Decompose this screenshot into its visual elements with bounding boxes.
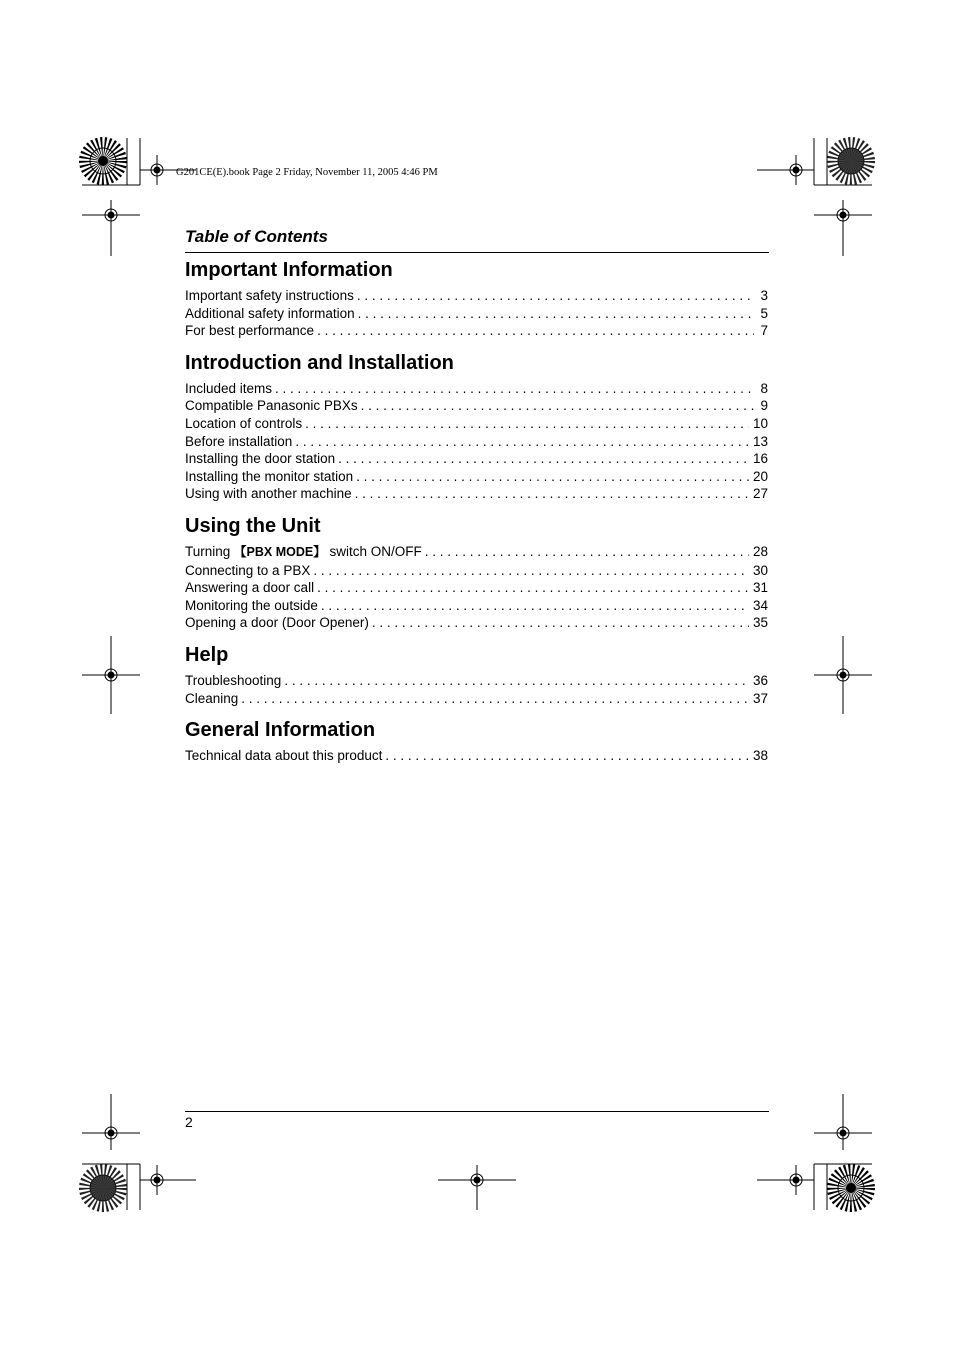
toc-entry-label: Additional safety information: [185, 305, 355, 321]
toc-entry-page: 16: [752, 451, 768, 467]
toc-entry-page: 20: [752, 468, 768, 484]
toc-entry[interactable]: [185, 450, 768, 468]
toc-entry-page: 3: [760, 288, 768, 303]
section-title: Important Information: [185, 259, 393, 281]
dot-leader: [355, 485, 749, 503]
page-header: [185, 227, 769, 253]
label-suffix: switch ON/OFF: [325, 543, 422, 559]
toc-entry[interactable]: [185, 543, 768, 562]
toc-entry-label: Installing the monitor station: [185, 468, 354, 484]
toc-entry-label: Answering a door call: [185, 580, 315, 596]
section-title: Using the Unit: [185, 514, 321, 537]
section-using-the-unit: [185, 513, 768, 632]
toc-entry-label: Compatible Panasonic PBXs: [185, 398, 358, 414]
dot-leader: [313, 562, 749, 580]
toc-entry-label: [185, 543, 422, 562]
dot-leader: [356, 468, 749, 486]
dot-leader: [317, 322, 754, 340]
toc-entry-label: Troubleshooting: [185, 672, 282, 688]
toc-entry-page: 31: [752, 580, 768, 596]
dot-leader: [385, 747, 749, 765]
toc-entry-page: 34: [752, 597, 768, 613]
toc-entry-page: 9: [760, 398, 768, 414]
toc-entry-label: Cleaning: [185, 690, 239, 706]
toc-entry[interactable]: [185, 690, 768, 708]
toc-entry[interactable]: [185, 747, 768, 765]
dot-leader: [358, 305, 754, 323]
toc-entry-label: Opening a door (Door Opener): [185, 615, 369, 631]
toc-entry-label: Monitoring the outside: [185, 597, 318, 613]
toc-entry[interactable]: [185, 597, 768, 615]
toc-entry-label: Connecting to a PBX: [185, 562, 311, 578]
dot-leader: [305, 415, 749, 433]
toc-entry[interactable]: [185, 397, 768, 415]
toc-entry-page: 28: [752, 543, 768, 559]
label-prefix: Turning: [185, 543, 235, 559]
toc-entry[interactable]: [185, 322, 768, 340]
toc-entry-page: 30: [752, 562, 768, 578]
section-title: Introduction and Installation: [185, 351, 454, 374]
toc-entry-label: Location of controls: [185, 415, 303, 431]
toc-entry[interactable]: [185, 614, 768, 632]
toc-entry-page: 10: [752, 415, 768, 431]
toc-entry-label: Included items: [185, 380, 273, 396]
print-slug: G201CE(E).book Page 2 Friday, November 11, 2005 4:46 PM: [176, 167, 438, 178]
dot-leader: [425, 543, 749, 561]
dot-leader: [241, 690, 749, 708]
toc-entry-page: 36: [752, 672, 768, 688]
dot-leader: [317, 579, 749, 597]
toc-entry-label: Before installation: [185, 433, 293, 449]
section-title: Help: [185, 643, 229, 666]
dot-leader: [372, 614, 749, 632]
toc-entry-label: Installing the door station: [185, 451, 336, 467]
toc-entry-page: 7: [760, 323, 768, 339]
toc-entry[interactable]: [185, 415, 768, 433]
toc-entry[interactable]: [185, 562, 768, 580]
toc-entry-page: 5: [760, 305, 768, 321]
dot-leader: [295, 433, 749, 451]
page-title: Table of Contents: [185, 227, 328, 246]
footer-rule: [185, 1111, 769, 1112]
dot-leader: [275, 380, 754, 398]
toc-entry[interactable]: [185, 579, 768, 597]
toc-entry-page: 38: [752, 748, 768, 764]
table-of-contents: [185, 257, 768, 775]
toc-entry[interactable]: [185, 468, 768, 486]
toc-entry-label: Using with another machine: [185, 486, 352, 502]
pbx-mode-key-label: 【PBX MODE】: [234, 544, 326, 559]
dot-leader: [361, 397, 754, 415]
toc-entry-page: 27: [752, 486, 768, 502]
toc-entry-label: Technical data about this product: [185, 748, 383, 764]
dot-leader: [284, 672, 749, 690]
section-introduction-and-installation: [185, 350, 768, 503]
section-general-information: [185, 717, 768, 765]
toc-entry-page: 37: [752, 690, 768, 706]
section-title: General Information: [185, 719, 376, 742]
section-important-information: [185, 257, 768, 340]
toc-entry[interactable]: [185, 433, 768, 451]
dot-leader: [321, 597, 749, 615]
toc-entry[interactable]: [185, 485, 768, 503]
toc-entry-page: 8: [760, 380, 768, 396]
toc-entry-page: 35: [752, 615, 768, 631]
dot-leader: [338, 450, 749, 468]
toc-entry-label: Important safety instructions: [185, 288, 354, 303]
toc-entry[interactable]: [185, 287, 768, 305]
toc-entry[interactable]: [185, 305, 768, 323]
section-help: [185, 642, 768, 707]
toc-entry-label: For best performance: [185, 323, 315, 339]
dot-leader: [357, 287, 754, 305]
toc-entry[interactable]: [185, 380, 768, 398]
toc-entry-page: 13: [752, 433, 768, 449]
toc-entry[interactable]: [185, 672, 768, 690]
page-number: 2: [185, 1114, 193, 1130]
